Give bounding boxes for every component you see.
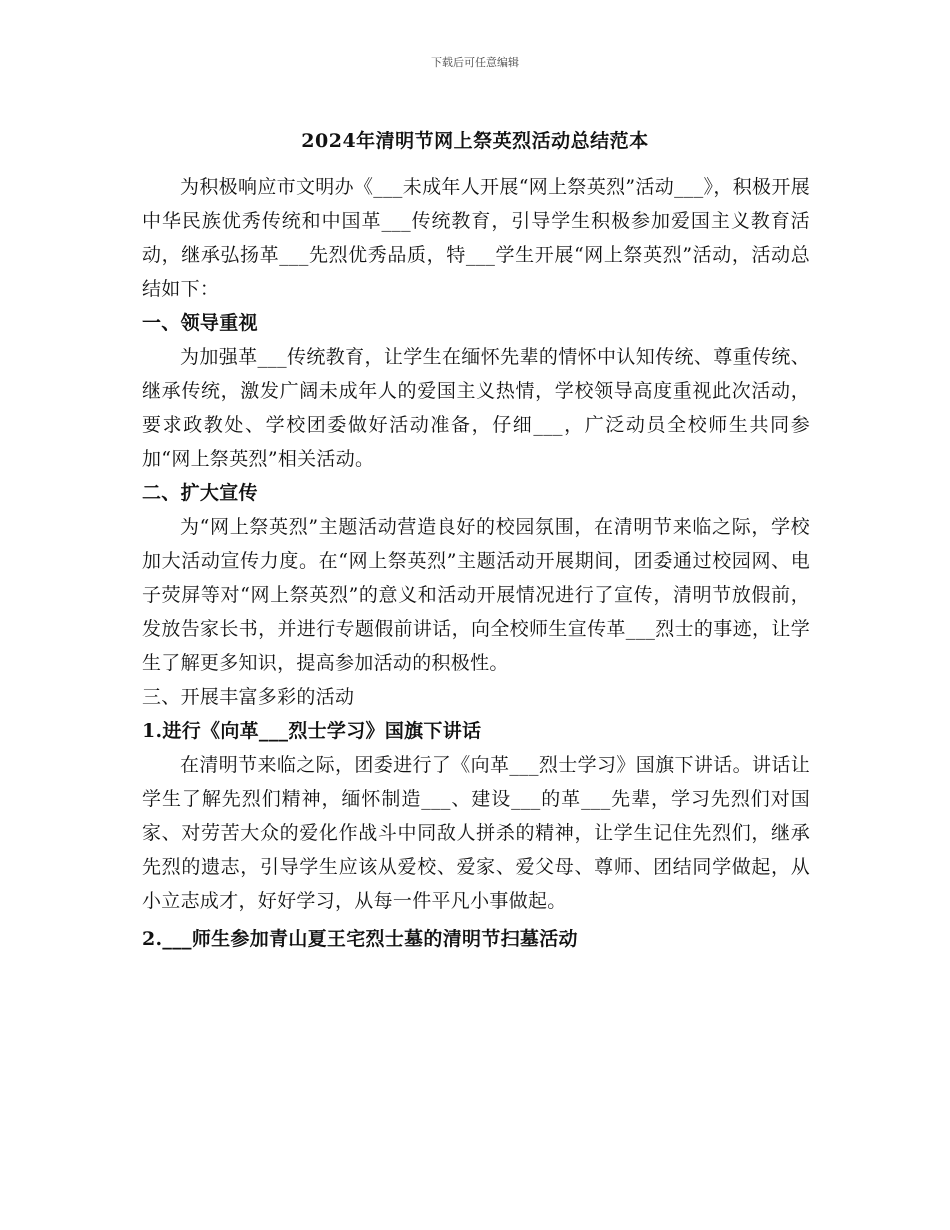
section-heading-3: 三、开展丰富多彩的活动 [142, 686, 355, 708]
intro-paragraph: 为积极响应市文明办《___未成年人开展“网上祭英烈”活动___》，积极开展中华民族优秀传统和中国革___传统教育，引导学生积极参加爱国主义教育活动，继承弘扬革___先烈优秀品质，特___学生开展“网上祭英烈”活动，活动总结如下： [142, 176, 810, 300]
subsection-1-paragraph: 在清明节来临之际，团委进行了《向革___烈士学习》国旗下讲话。讲话让学生了解先烈们精神，缅怀制造___、建设___的革___先辈，学习先烈们对国家、对劳苦大众的爱化作战斗中同敌人拼杀的精神，让学生记住先烈们，继承先烈的遗志，引导学生应该从爱校、爱家、爱父母、尊师、团结同学做起，从小立志成才，好好学习，从每一件平凡小事做起。 [142, 754, 810, 912]
header-note: 下载后可任意编辑 [431, 56, 519, 69]
section-2-paragraph: 为“网上祭英烈”主题活动营造良好的校园氛围，在清明节来临之际，学校加大活动宣传力度。在“网上祭英烈”主题活动开展期间，团委通过校园网、电子荧屏等对“网上祭英烈”的意义和活动开展情况进行了宣传，清明节放假前，发放告家长书，并进行专题假前讲话，向全校师生宣传革___烈士的事迹，让学生了解更多知识，提高参加活动的积极性。 [142, 516, 810, 674]
subsection-heading-1: 1.进行《向革___烈士学习》国旗下讲话 [142, 720, 482, 742]
section-heading-2: 二、扩大宣传 [142, 482, 258, 504]
subsection-heading-2: 2.___师生参加青山夏王宅烈士墓的清明节扫墓活动 [142, 928, 578, 950]
section-1-paragraph: 为加强革___传统教育，让学生在缅怀先辈的情怀中认知传统、尊重传统、继承传统，激发广阔未成年人的爱国主义热情，学校领导高度重视此次活动，要求政教处、学校团委做好活动准备，仔细___，广泛动员全校师生共同参加“网上祭英烈”相关活动。 [142, 346, 810, 470]
document-title: 2024年清明节网上祭英烈活动总结范本 [301, 130, 649, 152]
section-heading-1: 一、领导重视 [142, 312, 258, 334]
document-body [142, 170, 810, 956]
